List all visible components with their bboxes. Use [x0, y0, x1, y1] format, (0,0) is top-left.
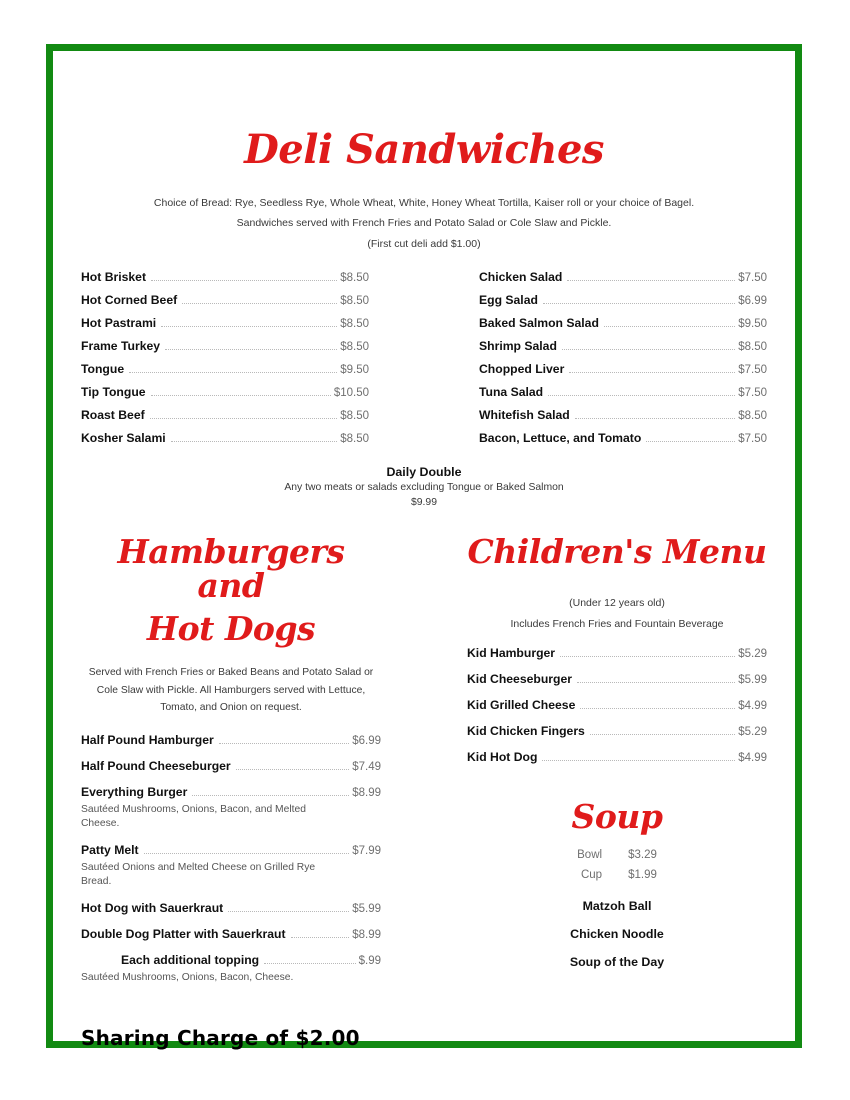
item-name: Tongue	[81, 362, 125, 377]
menu-row[interactable]	[81, 408, 369, 422]
deli-firstcut-note: (First cut deli add $1.00)	[367, 237, 481, 250]
leader-dots	[171, 441, 338, 442]
soup-size-label: Bowl	[577, 848, 603, 861]
soup-variety: Chicken Noodle	[570, 926, 664, 941]
daily-double-price: $9.99	[410, 497, 437, 509]
deli-section-title: Deli Sandwiches	[244, 126, 604, 173]
leader-dots	[580, 708, 735, 709]
item-description: Sautéed Mushrooms, Onions, Bacon, and Melted Cheese.	[81, 803, 306, 829]
menu-row[interactable]	[479, 316, 767, 330]
menu-row-additional-topping[interactable]	[81, 953, 381, 967]
item-name: Half Pound Hamburger	[81, 732, 214, 747]
item-price: $8.50	[738, 341, 767, 354]
item-name: Baked Salmon Salad	[479, 316, 599, 331]
item-price: $8.50	[340, 272, 369, 285]
childrens-includes-note: Includes French Fries and Fountain Beverage	[510, 617, 724, 630]
leader-dots	[264, 963, 355, 964]
leader-dots	[560, 656, 735, 657]
leader-dots	[165, 349, 337, 350]
item-price: $7.50	[738, 433, 767, 446]
item-name: Bacon, Lettuce, and Tomato	[479, 431, 642, 446]
leader-dots	[219, 743, 350, 744]
menu-row[interactable]	[81, 431, 369, 445]
item-description: Sautéed Onions and Melted Cheese on Grilled Rye Bread.	[81, 861, 316, 887]
menu-row[interactable]	[467, 672, 767, 686]
item-price: $6.99	[352, 734, 381, 747]
deli-right-column	[479, 270, 767, 454]
item-price: $10.50	[333, 387, 369, 400]
menu-row[interactable]	[81, 316, 369, 330]
burgers-section	[81, 531, 381, 1051]
daily-double-title: Daily Double	[386, 465, 462, 480]
leader-dots	[192, 795, 349, 796]
menu-row[interactable]	[81, 339, 369, 353]
item-name: Half Pound Cheeseburger	[81, 758, 231, 773]
menu-row[interactable]	[479, 270, 767, 284]
item-price: $8.99	[352, 786, 381, 799]
menu-row[interactable]	[81, 362, 369, 376]
item-name: Kosher Salami	[81, 431, 166, 446]
leader-dots	[575, 418, 735, 419]
item-price: $.99	[358, 954, 381, 967]
item-name: Hot Corned Beef	[81, 293, 178, 308]
soup-size-price: $3.29	[628, 848, 657, 861]
menu-row[interactable]	[81, 759, 381, 773]
item-price: $7.49	[352, 760, 381, 773]
menu-row[interactable]	[467, 724, 767, 738]
soup-size-row[interactable]	[577, 845, 657, 865]
item-name: Egg Salad	[479, 293, 538, 308]
item-price: $8.50	[340, 295, 369, 308]
menu-row[interactable]	[81, 785, 381, 799]
soup-section-title: Soup	[571, 797, 663, 837]
childrens-and-soup-section	[467, 531, 767, 1051]
childrens-section-title: Children's Menu	[467, 531, 767, 571]
menu-content	[53, 51, 795, 1051]
leader-dots	[144, 853, 350, 854]
deli-served-note: Sandwiches served with French Fries and Potato Salad or Cole Slaw and Pickle.	[236, 217, 612, 230]
item-price: $8.50	[340, 410, 369, 423]
item-description: Sautéed Mushrooms, Onions, Bacon, Cheese.	[81, 971, 294, 983]
item-name: Kid Cheeseburger	[467, 672, 572, 687]
item-name: Chopped Liver	[479, 362, 565, 377]
item-price: $5.99	[738, 674, 767, 687]
item-price: $9.50	[340, 364, 369, 377]
menu-row[interactable]	[467, 698, 767, 712]
soup-price-table	[577, 845, 657, 885]
menu-page-frame	[46, 44, 802, 1051]
leader-dots	[562, 349, 735, 350]
menu-row[interactable]	[81, 270, 369, 284]
item-name: Kid Grilled Cheese	[467, 698, 576, 713]
menu-row[interactable]	[479, 385, 767, 399]
soup-size-price: $1.99	[628, 868, 657, 881]
burgers-title-line2: Hot Dogs	[146, 608, 316, 648]
item-price: $7.50	[738, 272, 767, 285]
menu-row[interactable]	[479, 362, 767, 376]
leader-dots	[228, 911, 349, 912]
item-price: $8.50	[340, 318, 369, 331]
deli-items-columns	[53, 270, 795, 454]
item-name: Hot Pastrami	[81, 316, 157, 331]
item-name: Frame Turkey	[81, 339, 161, 354]
leader-dots	[646, 441, 735, 442]
soup-size-row[interactable]	[577, 865, 657, 885]
leader-dots	[161, 326, 337, 327]
soup-variety: Matzoh Ball	[582, 898, 652, 913]
leader-dots	[291, 937, 350, 938]
childrens-item-list	[467, 646, 767, 764]
leader-dots	[182, 303, 337, 304]
leader-dots	[151, 395, 331, 396]
menu-row[interactable]	[479, 293, 767, 307]
soup-size-label: Cup	[580, 868, 603, 881]
item-price: $8.50	[738, 410, 767, 423]
sharing-charge-notice: Sharing Charge of $2.00	[81, 1026, 360, 1051]
menu-row[interactable]	[479, 408, 767, 422]
item-price: $9.50	[738, 318, 767, 331]
daily-double-description: Any two meats or salads excluding Tongue or Baked Salmon	[284, 482, 564, 494]
item-price: $7.50	[738, 387, 767, 400]
leader-dots	[577, 682, 735, 683]
menu-row[interactable]	[467, 646, 767, 660]
deli-bread-note: Choice of Bread: Rye, Seedless Rye, Whole Wheat, White, Honey Wheat Tortilla, Kaiser roll or your choice of Bagel.	[153, 197, 695, 209]
menu-row[interactable]	[479, 339, 767, 353]
leader-dots	[236, 769, 350, 770]
soup-variety: Soup of the Day	[569, 954, 665, 969]
menu-row[interactable]	[467, 750, 767, 764]
leader-dots	[151, 280, 337, 281]
item-name: Tip Tongue	[81, 385, 146, 400]
item-price: $4.99	[738, 700, 767, 713]
burgers-title-line1: Hamburgers and	[117, 531, 345, 606]
item-price: $8.50	[340, 433, 369, 446]
item-name: Patty Melt	[81, 842, 139, 857]
menu-row[interactable]	[81, 901, 381, 915]
item-name: Kid Hamburger	[467, 646, 556, 661]
leader-dots	[150, 418, 338, 419]
item-name: Hot Brisket	[81, 270, 147, 285]
item-name: Each additional topping	[121, 952, 260, 967]
item-name: Whitefish Salad	[479, 408, 570, 423]
leader-dots	[567, 280, 735, 281]
item-price: $6.99	[738, 295, 767, 308]
item-price: $5.29	[738, 726, 767, 739]
item-price: $4.99	[738, 752, 767, 765]
menu-row[interactable]	[81, 293, 369, 307]
leader-dots	[604, 326, 735, 327]
item-price: $5.99	[352, 902, 381, 915]
menu-row[interactable]	[81, 843, 381, 857]
leader-dots	[548, 395, 735, 396]
menu-row[interactable]	[81, 385, 369, 399]
menu-row[interactable]	[81, 733, 381, 747]
item-price: $5.29	[738, 648, 767, 661]
item-name: Kid Chicken Fingers	[467, 724, 585, 739]
item-name: Roast Beef	[81, 408, 145, 423]
soup-section	[467, 797, 767, 969]
item-price: $8.50	[340, 341, 369, 354]
item-price: $8.99	[352, 928, 381, 941]
leader-dots	[542, 760, 735, 761]
leader-dots	[590, 734, 735, 735]
menu-row[interactable]	[81, 927, 381, 941]
item-name: Double Dog Platter with Sauerkraut	[81, 926, 286, 941]
item-name: Hot Dog with Sauerkraut	[81, 900, 224, 915]
leader-dots	[569, 372, 735, 373]
burgers-note: Served with French Fries or Baked Beans and Potato Salad or Cole Slaw with Pickle. All Hamburgers served with Lettuce, Tomato, and Onion on request.	[88, 667, 374, 714]
item-name: Everything Burger	[81, 784, 188, 799]
daily-double-block	[53, 465, 795, 510]
menu-row[interactable]	[479, 431, 767, 445]
item-name: Chicken Salad	[479, 270, 563, 285]
childrens-age-note: (Under 12 years old)	[569, 597, 665, 610]
lower-sections	[53, 531, 795, 1051]
item-name: Tuna Salad	[479, 385, 544, 400]
leader-dots	[543, 303, 735, 304]
burgers-item-list	[81, 733, 381, 984]
item-name: Shrimp Salad	[479, 339, 557, 354]
item-name: Kid Hot Dog	[467, 750, 538, 765]
leader-dots	[129, 372, 337, 373]
item-price: $7.50	[738, 364, 767, 377]
item-price: $7.99	[352, 844, 381, 857]
deli-left-column	[81, 270, 369, 454]
